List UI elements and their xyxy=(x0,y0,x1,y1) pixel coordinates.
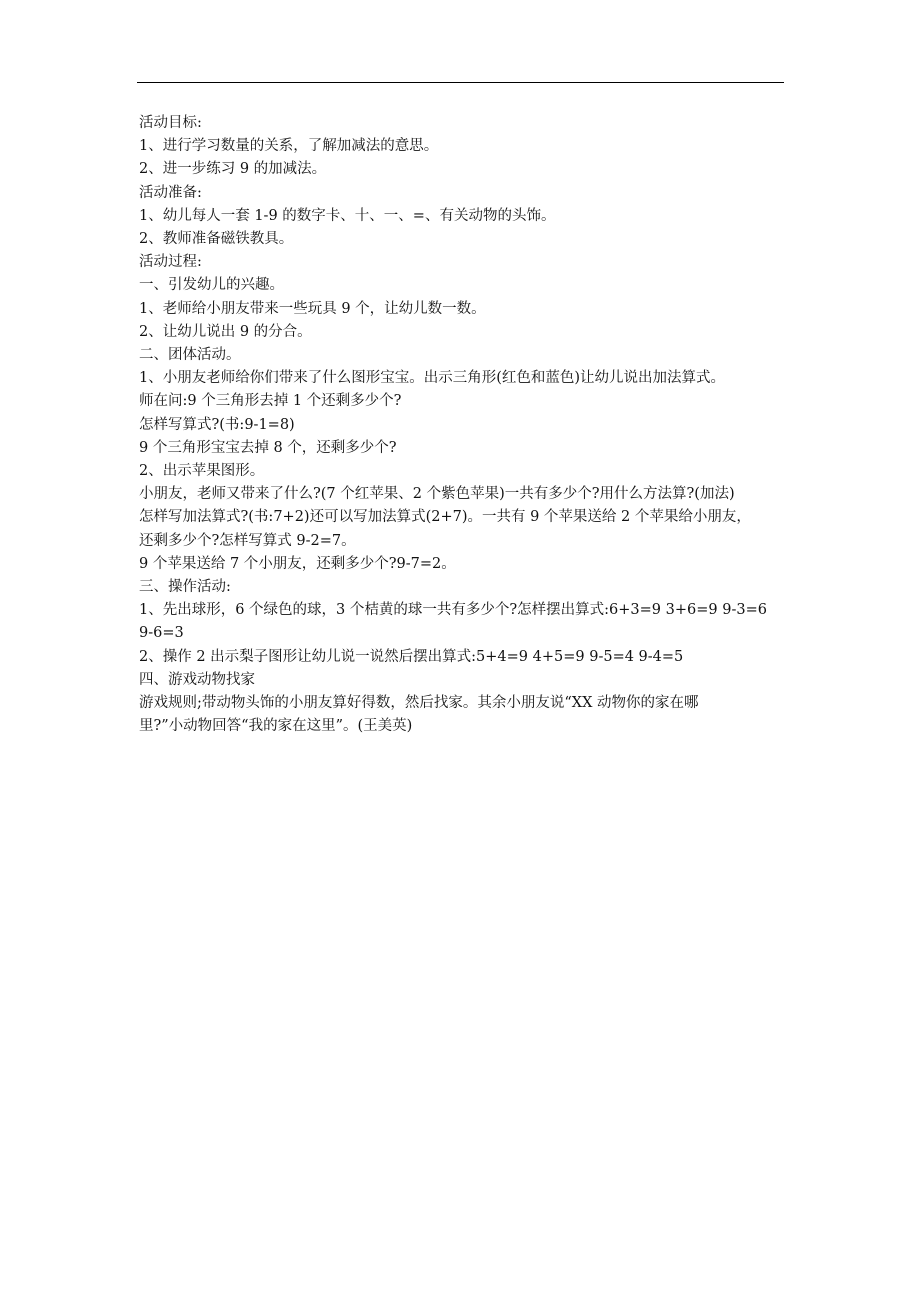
text-line: 还剩多少个?怎样写算式 9-2=7。 xyxy=(139,532,356,549)
text-line: 游戏规则;带动物头饰的小朋友算好得数，然后找家。其余小朋友说“XX 动物你的家在哪 xyxy=(139,695,699,712)
text-line: 2、让幼儿说出 9 的分合。 xyxy=(139,323,312,340)
text-line: 师在问:9 个三角形去掉 1 个还剩多少个? xyxy=(139,393,402,410)
section-heading-preparation: 活动准备: xyxy=(139,184,202,201)
text-line: 小朋友，老师又带来了什么?(7 个红苹果、2 个紫色苹果)一共有多少个?用什么方法算?(加法) xyxy=(139,486,735,503)
text-line: 9 个三角形宝宝去掉 8 个，还剩多少个? xyxy=(139,439,397,456)
subheading-line: 一、引发幼儿的兴趣。 xyxy=(139,277,284,294)
text-line: 里?”小动物回答“我的家在这里”。(王美英) xyxy=(139,718,413,735)
text-line: 2、教师准备磁铁教具。 xyxy=(139,231,294,248)
subheading-line: 三、操作活动: xyxy=(139,579,231,596)
text-line: 2、进一步练习 9 的加减法。 xyxy=(139,161,327,178)
text-line: 怎样写加法算式?(书:7+2)还可以写加法算式(2+7)。一共有 9 个苹果送给 2 个苹果给小朋友， xyxy=(139,509,751,526)
section-heading-goals: 活动目标: xyxy=(139,115,202,131)
text-line: 1、老师给小朋友带来一些玩具 9 个，让幼儿数一数。 xyxy=(139,300,486,317)
text-line: 9 个苹果送给 7 个小朋友，还剩多少个?9-7=2。 xyxy=(139,555,456,572)
text-line: 怎样写算式?(书:9-1=8) xyxy=(139,416,295,433)
subheading-line: 四、游戏动物找家 xyxy=(139,671,255,688)
text-line: 2、出示苹果图形。 xyxy=(139,463,265,480)
text-line: 1、进行学习数量的关系，了解加减法的意思。 xyxy=(139,138,439,155)
header-rule xyxy=(137,82,784,83)
text-line: 1、先出球形，6 个绿色的球，3 个桔黄的球一共有多少个?怎样摆出算式:6+3=9 3+6=9 9-3=6 xyxy=(139,602,767,619)
subheading-line: 二、团体活动。 xyxy=(139,347,241,364)
text-line: 2、操作 2 出示梨子图形让幼儿说一说然后摆出算式:5+4=9 4+5=9 9-5=4 9-4=5 xyxy=(139,648,684,665)
text-line: 1、小朋友老师给你们带来了什么图形宝宝。出示三角形(红色和蓝色)让幼儿说出加法算式。 xyxy=(139,370,726,387)
text-line: 9-6=3 xyxy=(139,625,184,642)
text-line: 1、幼儿每人一套 1-9 的数字卡、十、一、=、有关动物的头饰。 xyxy=(139,207,556,224)
document-body xyxy=(139,112,789,738)
section-heading-process: 活动过程: xyxy=(139,254,202,271)
